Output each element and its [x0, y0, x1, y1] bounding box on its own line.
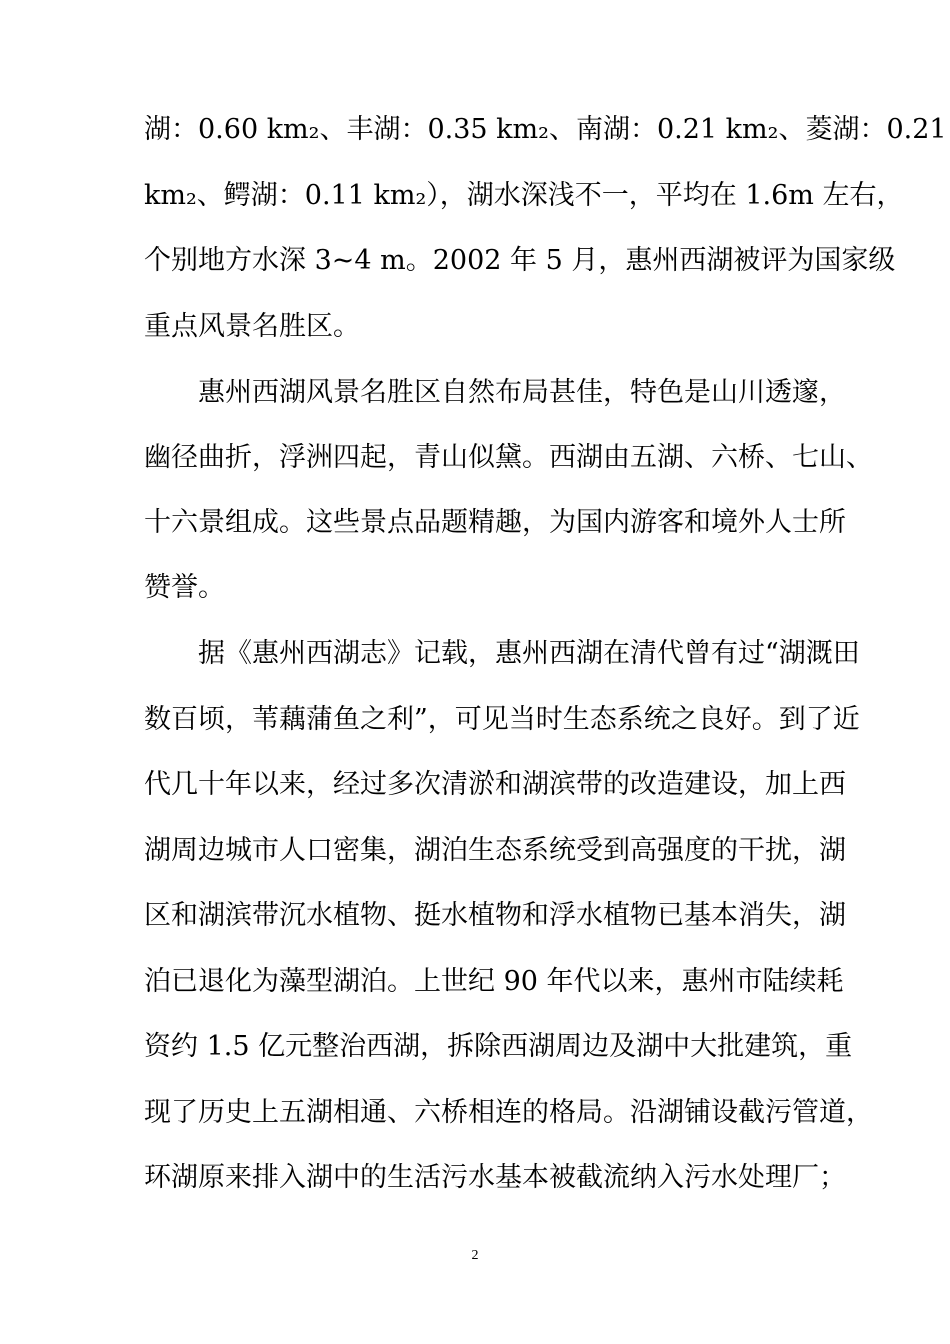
text-line: 环湖原来排入湖中的生活污水基本被截流纳入污水处理厂； [144, 1162, 846, 1193]
text-line: 十六景组成。这些景点品题精趣，为国内游客和境外人士所 [144, 507, 846, 538]
text-line: 现了历史上五湖相通、六桥相连的格局。沿湖铺设截污管道， [144, 1097, 873, 1128]
text-line: 区和湖滨带沉水植物、挺水植物和浮水植物已基本消失，湖 [144, 900, 846, 931]
text-line: 代几十年以来，经过多次清淤和湖滨带的改造建设，加上西 [144, 769, 846, 800]
text-line: km₂、鳄湖：0.11 km₂），湖水深浅不一，平均在 1.6m 左右， [144, 180, 904, 211]
text-line: 个别地方水深 3~4 m。2002 年 5 月，惠州西湖被评为国家级 [144, 245, 896, 276]
text-line: 湖：0.60 km₂、丰湖：0.35 km₂、南湖：0.21 km₂、菱湖：0.21 [144, 114, 947, 145]
page-number: 2 [471, 1248, 479, 1263]
text-line: 重点风景名胜区。 [144, 311, 360, 342]
text-line: 赞誉。 [144, 572, 225, 603]
text-line: 数百顷，苇藕蒲鱼之利”，可见当时生态系统之良好。到了近 [144, 704, 860, 735]
paragraph-first-line: 惠州西湖风景名胜区自然布局甚佳，特色是山川透邃， [198, 377, 846, 408]
text-line: 幽径曲折，浮洲四起，青山似黛。西湖由五湖、六桥、七山、 [144, 442, 873, 473]
text-line: 湖周边城市人口密集，湖泊生态系统受到高强度的干扰，湖 [144, 835, 846, 866]
text-line: 泊已退化为藻型湖泊。上世纪 90 年代以来，惠州市陆续耗 [144, 966, 844, 997]
text-line: 资约 1.5 亿元整治西湖，拆除西湖周边及湖中大批建筑，重 [144, 1031, 853, 1062]
paragraph-first-line: 据《惠州西湖志》记载，惠州西湖在清代曾有过“湖溉田 [198, 638, 860, 669]
